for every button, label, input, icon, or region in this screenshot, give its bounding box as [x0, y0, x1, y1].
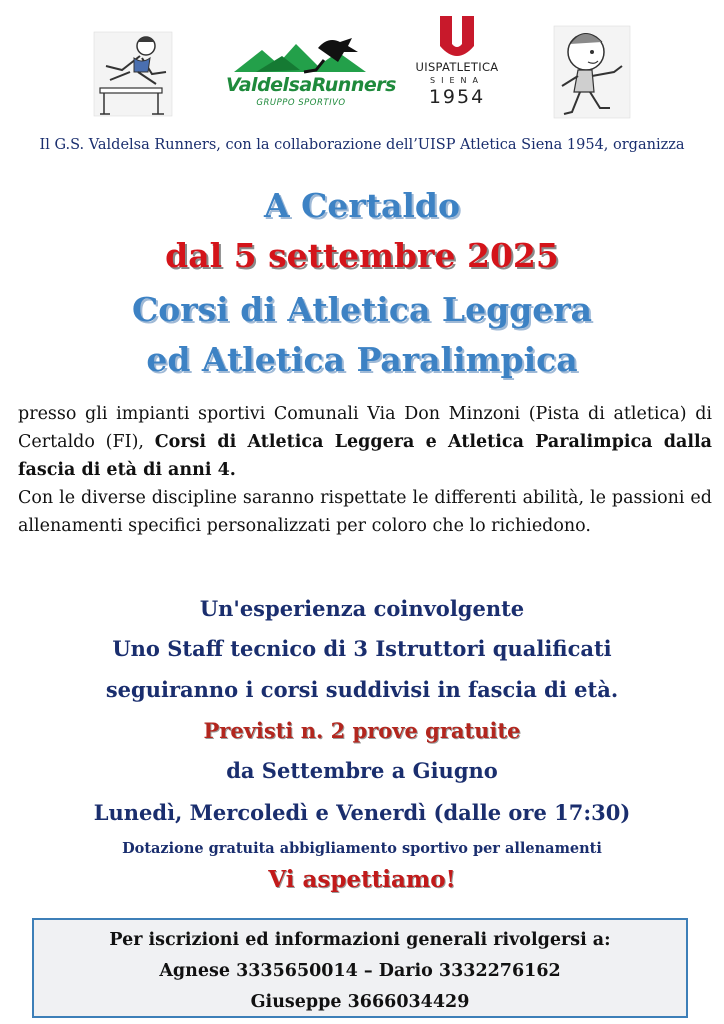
valdelsa-runners-logo [226, 30, 396, 118]
highlight-experience: Un'esperienza coinvolgente [199, 596, 525, 621]
closing-message: Vi aspettiamo! [268, 866, 456, 893]
logo-bar [0, 0, 724, 125]
uisp-atletica-logo [404, 14, 510, 114]
contact-box [32, 918, 688, 1018]
title-course-line1: Corsi di Atletica Leggera [131, 290, 593, 329]
uisp-city: SIENA [430, 76, 484, 85]
description-paragraph-1 [18, 400, 712, 484]
hurdler-child-illustration [90, 28, 176, 120]
contact-phones-1: Agnese 3335650014 – Dario 3332276162 [159, 961, 561, 981]
title-date: dal 5 settembre 2025 [165, 236, 559, 275]
title-course-line2: ed Atletica Paralimpica [146, 340, 578, 379]
valdelsa-runners-wordmark: ValdelsaRunners [226, 74, 396, 96]
description-location: presso gli impianti sportivi Comunali Via Don Minzoni (Pista di atletica) di Certaldo (FI), [18, 404, 712, 452]
highlight-staff: Uno Staff tecnico di 3 Istruttori qualificati [112, 636, 612, 661]
description-courses-bold: Corsi di Atletica Leggera e Atletica Paralimpica dalla fascia di età di anni 4. [18, 432, 712, 480]
contact-phones-2: Giuseppe 3666034429 [250, 992, 470, 1012]
highlight-period: da Settembre a Giugno [226, 758, 498, 783]
highlight-age-groups: seguiranno i corsi suddivisi in fascia di età. [105, 677, 619, 702]
highlight-free-trials: Previsti n. 2 prove gratuite [203, 718, 521, 743]
title-town: A Certaldo [264, 186, 460, 225]
uisp-wordmark: UISPATLETICA [415, 60, 499, 74]
uisp-year: 1954 [428, 86, 486, 108]
running-boy-illustration [552, 24, 632, 120]
valdelsa-runners-subtitle: GRUPPO SPORTIVO [256, 98, 346, 108]
highlight-equipment: Dotazione gratuita abbigliamento sportivo per allenamenti [122, 840, 602, 857]
description-body [18, 400, 712, 540]
description-paragraph-2: Con le diverse discipline saranno rispettate le differenti abilità, le passioni ed allenamenti specifici personalizzati per coloro che lo richiedono. [18, 488, 712, 536]
contact-heading: Per iscrizioni ed informazioni generali rivolgersi a: [109, 930, 611, 950]
highlight-schedule: Lunedì, Mercoledì e Venerdì (dalle ore 17:30) [93, 800, 631, 825]
intro-organizers: Il G.S. Valdelsa Runners, con la collaborazione dell’UISP Atletica Siena 1954, organizza [39, 137, 685, 153]
